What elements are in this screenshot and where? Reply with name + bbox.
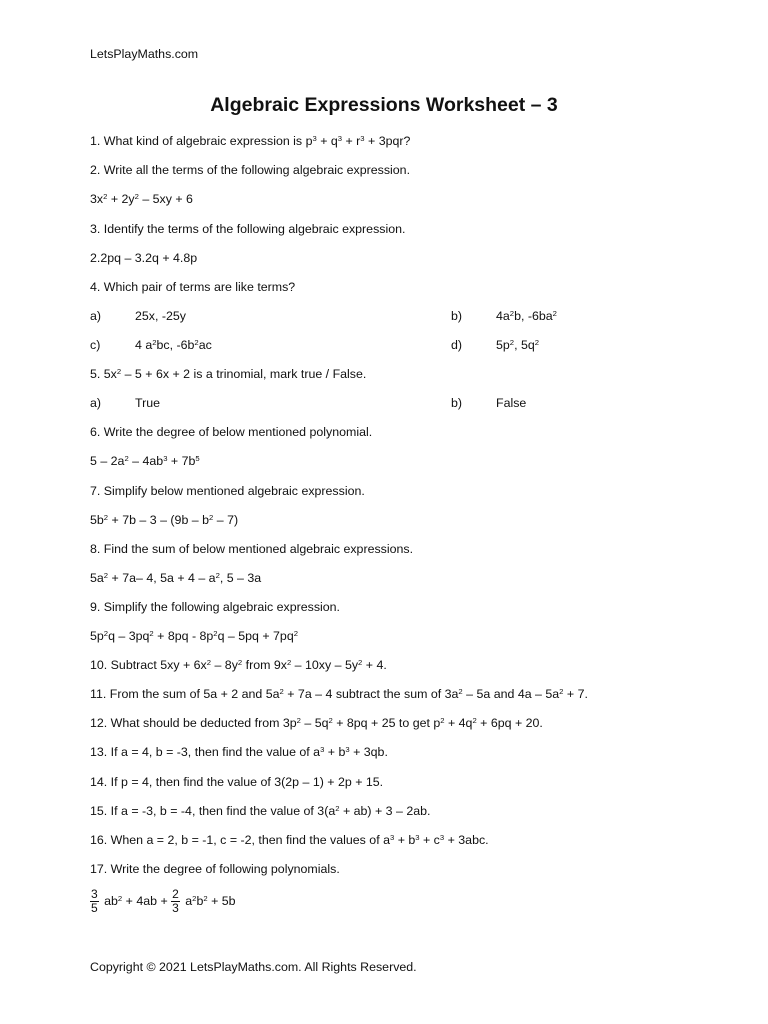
question-14: 14. If p = 4, then find the value of 3(2p – 1) + 2p + 15.	[90, 775, 384, 789]
question-8-expression: $5a^2 + 7a-$ 4, $5a + 4 - a^2$, 5 – 3a	[90, 570, 262, 585]
option-false: False	[496, 396, 527, 410]
question-6: 6. Write the degree of below mentioned polynomial.	[90, 425, 373, 439]
fraction: $\frac{2}{3}$	[172, 887, 179, 915]
option-true: True	[135, 396, 161, 410]
question-5: 5. $5x^2 - 5 + 6x + 2$ is a trinomial, mark true / False.	[90, 366, 367, 381]
option-d-text: $5p^2$, $5q^2$	[496, 337, 540, 352]
question-8: 8. Find the sum of below mentioned algebraic expressions.	[90, 542, 414, 556]
option-c-text: 4 $a^2bc$, $-6b^2ac$	[135, 337, 212, 352]
question-3: 3. Identify the terms of the following algebraic expression.	[90, 222, 406, 236]
question-7-expression: $5b^2 + 7b - 3 - (9b - b^2 - 7)$	[90, 512, 239, 527]
question-4: 4. Which pair of terms are like terms?	[90, 280, 296, 294]
question-9: 9. Simplify the following algebraic expression.	[90, 600, 341, 614]
question-7: 7. Simplify below mentioned algebraic expression.	[90, 484, 365, 498]
option-label-b: b)	[451, 396, 463, 410]
copyright-footer: Copyright © 2021 LetsPlayMaths.com. All Rights Reserved.	[90, 960, 417, 974]
page-title: Algebraic Expressions Worksheet – 3	[210, 94, 558, 116]
question-9-expression: $5p^2q - 3pq^2 + 8pq - 8p^2q - 5pq + 7pq^2$	[90, 628, 298, 643]
question-17: 17. Write the degree of following polynomials.	[90, 862, 340, 876]
question-6-expression: $5 - 2a^2 - 4ab^3 + 7b^5$	[90, 453, 200, 468]
site-name: LetsPlayMaths.com	[90, 47, 199, 61]
question-15: 15. If a = -3, b = -4, then find the value of $3(a^2 + ab) + 3 - 2ab$.	[90, 803, 431, 818]
option-label-a: a)	[90, 309, 102, 323]
question-11: 11. From the sum of 5a + 2 and $5a^2 + 7a - 4$ subtract the sum of $3a^2 - 5a$ and $4a - 5a^2 + 7$.	[90, 686, 588, 701]
question-17-expression: $\frac{3}{5}$ $ab^2 + 4ab$ + $\frac{2}{3}$ $a^2b^2 + 5b$	[91, 887, 236, 915]
question-16: 16. When a = 2, b = -1, c = -2, then find the values of $a^3 + b^3 + c^3 + 3abc$.	[90, 832, 489, 847]
question-1: 1. What kind of algebraic expression is $p^3 + q^3 + r^3 + 3pqr$?	[90, 133, 411, 148]
option-label-c: c)	[90, 338, 101, 352]
question-12: 12. What should be deducted from $3p^2 - 5q^2 + 8pq + 25$ to get $p^2 + 4q^2 + 6pq + 20$.	[90, 715, 543, 730]
option-label-d: d)	[451, 338, 463, 352]
question-3-expression: 2.2pq – 3.2q + 4.8p	[90, 251, 198, 265]
option-a-text: 25x, -25y	[135, 309, 186, 323]
option-b-text: $4a^2b$, $-6ba^2$	[496, 308, 557, 323]
question-10: 10. Subtract $5xy + 6x^2 - 8y^2$ from $9x^2 - 10xy - 5y^2 + 4$.	[90, 657, 387, 672]
fraction: $\frac{3}{5}$	[91, 887, 98, 915]
question-2-expression: $3x^2 + 2y^2 - 5xy + 6$	[90, 191, 193, 206]
question-2: 2. Write all the terms of the following algebraic expression.	[90, 163, 411, 177]
option-label-a: a)	[90, 396, 102, 410]
question-13: 13. If a = 4, b = -3, then find the value of $a^3 + b^3 + 3qb$.	[90, 744, 388, 759]
option-label-b: b)	[451, 309, 463, 323]
